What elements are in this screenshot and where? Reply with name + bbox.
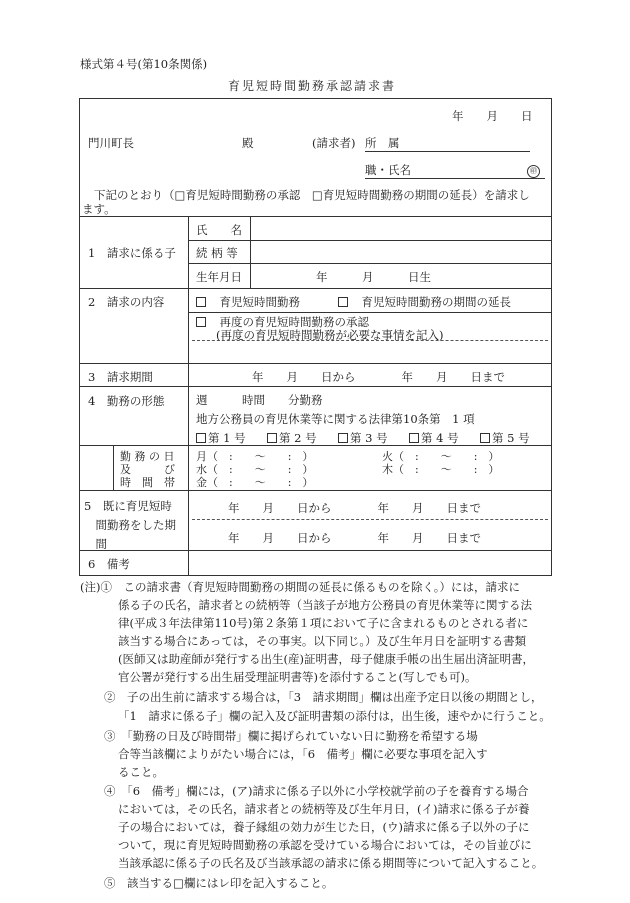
birthdate-field[interactable]: 年 月 日生 [316,270,431,284]
note-line: ること。 [118,765,164,779]
note-line: ⑤ 該当する□欄にはレ印を記入すること。 [104,876,334,890]
form-number: 様式第４号(第10条関係) [80,57,208,71]
birthdate-label: 生年月日 [196,270,242,284]
section2-label: 2 請求の内容 [88,295,165,309]
option-extension[interactable]: 育児短時間勤務の期間の延長 [338,294,511,310]
remarks-field[interactable] [192,553,546,573]
option-repeat[interactable]: 再度の育児短時間勤務の承認 [196,314,369,330]
request-form [79,98,552,576]
note-line: 子の場合においては，養子縁組の効力が生じた日，(ウ)請求に係る子以外の子に [118,820,530,834]
checkbox[interactable] [196,317,206,327]
seal-icon: ㊞ [527,162,540,178]
item-option-3[interactable]: 第 3 号 [338,430,388,446]
section1-label: 1 請求に係る子 [88,246,176,260]
note-line: ③ 「勤務の日及び時間帯」欄に掲げられていない日に勤務を希望する場 [104,729,478,743]
law-reference: 地方公務員の育児休業等に関する法律第10条第 1 項 [196,412,475,426]
friday-time[interactable]: 金（ : ～ : ） [196,476,314,489]
note-line: 官公署が発行する出生届受理証明書等)を添付すること(写しでも可)。 [118,670,477,684]
section6-label: 6 備考 [88,557,130,571]
addressee-name: 門川町長 [88,136,134,150]
option-short-time[interactable]: 育児短時間勤務 [196,294,300,310]
repeat-note: (再度の育児短時間勤務が必要な事情を記入) [216,328,444,342]
page-title: 育児短時間勤務承認請求書 [228,79,397,93]
item-option-4[interactable]: 第 4 号 [409,430,459,446]
wednesday-time[interactable]: 水（ : ～ : ） [196,463,314,476]
note-line: 係る子の氏名，請求者との続柄等（当該子が地方公務員の育児休業等に関する法 [118,598,532,612]
section5-label: 5 既に育児短時 間勤務をした期 間 [84,499,176,551]
work-days-label-1: 勤 務 の 日 [120,450,175,463]
note-line: 律(平成３年法律第110号)第２条第１項において子に含まれるものとされる者に [118,616,529,630]
tuesday-time[interactable]: 火（ : ～ : ） [382,450,500,463]
item-option-2[interactable]: 第 2 号 [267,430,317,446]
work-days-label-2: 及 び [120,463,175,476]
requester-label: (請求者) [312,136,356,150]
note-line: ④ 「6 備考」欄には，(ア)請求に係る子以外に小学校就学前の子を養育する場合 [104,784,529,798]
child-name-label: 氏 名 [196,223,242,237]
request-period-field[interactable]: 年 月 日から 年 月 日まで [252,370,505,384]
note-line: ② 子の出生前に請求する場合は，「3 請求期間」欄は出産予定日以後の期間とし， [104,690,543,704]
note-line: 合等当該欄によりがたい場合には，「6 備考」欄に必要な事項を記入す [118,747,488,761]
note-line: においては，その氏名，請求者との続柄等及び生年月日，(イ)請求に係る子が養 [118,802,530,816]
date-field[interactable]: 年 月 日 [452,109,533,123]
department-label: 所 属 [365,136,400,150]
thursday-time[interactable]: 木（ : ～ : ） [382,463,500,476]
note-line: 該当する場合にあっては，その事実。以下同じ。）及び生年月日を証明する書類 [118,634,527,648]
name-field[interactable] [365,162,545,179]
item-option-5[interactable]: 第 5 号 [480,430,530,446]
item-option-1[interactable]: 第 1 号 [196,430,246,446]
monday-time[interactable]: 月（ : ～ : ） [196,450,314,463]
section4-label: 4 勤務の形態 [88,394,165,408]
weekly-hours-field[interactable]: 週 時間 分勤務 [196,393,323,407]
relation-label: 続 柄 等 [196,246,238,260]
request-text-line1: 下記のとおり（□育児短時間勤務の承認 □育児短時間勤務の期間の延長）を請求し [94,188,530,202]
work-days-label-3: 時 間 帯 [120,476,175,489]
honorific: 殿 [242,136,254,150]
name-label: 職・氏名 [365,163,411,177]
checkbox[interactable] [338,297,348,307]
note-line: ついて，現に育児短時間勤務の承認を受けている場合においては，その旨並びに [118,838,532,852]
section3-label: 3 請求期間 [88,370,153,384]
previous-period-2[interactable]: 年 月 日から 年 月 日まで [228,531,481,545]
note-line: (注)① この請求書（育児短時間勤務の期間の延長に係るものを除く。）には，請求に [80,580,520,594]
note-line: (医師又は助産師が発行する出生(産)証明書，母子健康手帳の出生届出済証明書， [118,652,534,666]
previous-period-1[interactable]: 年 月 日から 年 月 日まで [228,501,481,515]
department-field[interactable] [365,135,530,152]
note-line: 当該承認に係る子の氏名及び当該承認の請求に係る期間等について記入すること。 [118,856,544,870]
note-line: 「1 請求に係る子」欄の記入及び証明書類の添付は，出生後，速やかに行うこと。 [118,709,551,723]
request-text-line2: ます。 [82,202,116,216]
checkbox[interactable] [196,297,206,307]
